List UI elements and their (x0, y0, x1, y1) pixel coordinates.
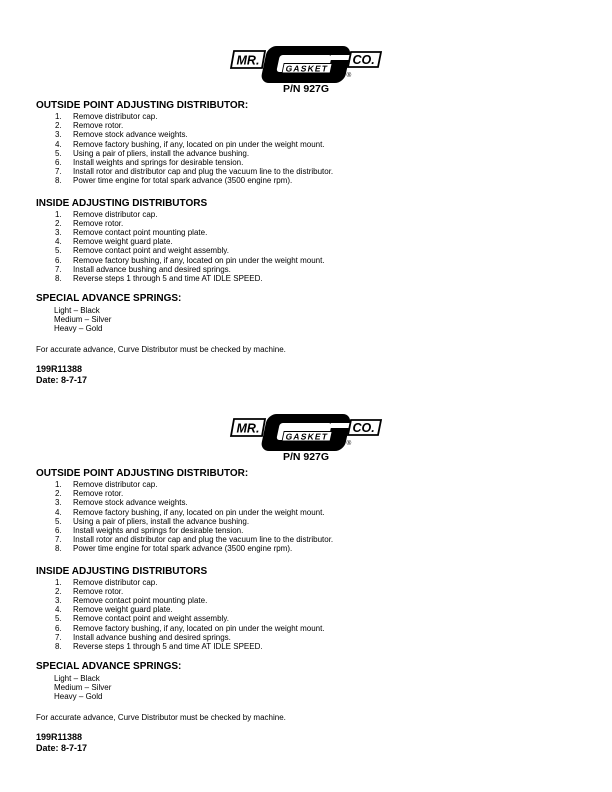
step-number: 6. (55, 623, 62, 633)
step-text: Remove distributor cap. (73, 577, 158, 587)
step-number: 4. (55, 237, 62, 247)
step-item (55, 614, 325, 623)
logo-gasket-text: GASKET (284, 431, 330, 442)
spring-item: Medium – Silver (54, 682, 112, 692)
step-number: 7. (55, 167, 62, 177)
step-number: 8. (55, 641, 62, 651)
step-item (55, 158, 333, 167)
step-item (55, 596, 325, 605)
step-text: Remove distributor cap. (73, 112, 158, 121)
inside-adjusting-steps (55, 578, 325, 652)
step-number: 2. (55, 489, 62, 499)
step-number: 2. (55, 121, 62, 131)
step-text: Reverse steps 1 through 5 and time AT IDLE SPEED. (73, 273, 263, 283)
step-text: Remove factory bushing, if any, located on pin under the weight mount. (73, 255, 325, 265)
step-text: Power time engine for total spark advance (3500 engine rpm). (73, 544, 293, 554)
step-text: Remove rotor. (73, 121, 124, 131)
step-item (55, 489, 333, 498)
mr-gasket-logo (228, 413, 384, 452)
step-number: 3. (55, 130, 62, 140)
advance-springs-list (54, 674, 111, 702)
logo-co-text: CO. (352, 421, 375, 436)
step-number: 3. (55, 227, 62, 237)
step-item (55, 633, 325, 642)
step-number: 1. (55, 209, 62, 219)
part-number: P/N 927G (282, 83, 330, 95)
step-item (55, 176, 333, 185)
document-date: Date: 8-7-17 (36, 742, 88, 753)
section-heading-outside-point: OUTSIDE POINT ADJUSTING DISTRIBUTOR: (36, 100, 249, 111)
step-number: 1. (55, 577, 62, 587)
step-item (55, 256, 325, 265)
step-text: Remove rotor. (73, 489, 124, 499)
step-item (55, 274, 325, 283)
step-item (55, 130, 333, 139)
step-number: 8. (55, 544, 62, 554)
spring-item: Heavy – Gold (54, 691, 103, 701)
step-number: 6. (55, 526, 62, 536)
step-item (55, 587, 325, 596)
step-item (55, 578, 325, 587)
mr-gasket-logo (228, 45, 384, 84)
step-text: Remove contact point and weight assembly. (73, 614, 229, 624)
step-text: Install rotor and distributor cap and plug the vacuum line to the distributor. (73, 535, 334, 545)
logo-g-emblem (260, 46, 357, 83)
step-item (55, 544, 333, 553)
step-item (55, 167, 333, 176)
step-item (55, 535, 333, 544)
section-heading-inside-adjusting: INSIDE ADJUSTING DISTRIBUTORS (36, 198, 208, 209)
step-item (55, 246, 325, 255)
step-number: 3. (55, 595, 62, 605)
step-text: Remove weight guard plate. (73, 237, 173, 247)
step-number: 4. (55, 139, 62, 149)
logo-gasket-text: GASKET (284, 63, 330, 74)
step-text: Power time engine for total spark advance (3500 engine rpm). (73, 176, 293, 186)
step-item (55, 228, 325, 237)
step-item (55, 112, 333, 121)
step-item (55, 210, 325, 219)
step-item (55, 237, 325, 246)
step-number: 8. (55, 176, 62, 186)
step-text: Remove distributor cap. (73, 209, 158, 219)
step-number: 7. (55, 535, 62, 545)
step-text: Remove factory bushing, if any, located on pin under the weight mount. (73, 623, 325, 633)
step-number: 7. (55, 264, 62, 274)
spring-item: Light – Black (54, 673, 100, 683)
step-item (55, 480, 333, 489)
step-item (55, 498, 333, 507)
instruction-sheet (0, 0, 612, 386)
step-text: Install weights and springs for desirable tension. (73, 158, 244, 168)
step-number: 2. (55, 218, 62, 228)
section-heading-advance-springs: SPECIAL ADVANCE SPRINGS: (36, 661, 182, 672)
step-number: 5. (55, 148, 62, 158)
spring-item: Light – Black (54, 305, 100, 315)
step-text: Using a pair of pliers, install the advance bushing. (73, 148, 250, 158)
step-text: Install advance bushing and desired springs. (73, 632, 231, 642)
step-item (55, 508, 333, 517)
step-item (55, 642, 325, 651)
outside-point-steps (55, 480, 333, 554)
step-number: 1. (55, 480, 62, 489)
step-text: Remove factory bushing, if any, located on pin under the weight mount. (73, 139, 325, 149)
step-number: 5. (55, 516, 62, 526)
step-item (55, 149, 333, 158)
step-number: 7. (55, 632, 62, 642)
step-number: 4. (55, 507, 62, 517)
advance-springs-list (54, 306, 111, 334)
spring-item: Heavy – Gold (54, 323, 103, 333)
step-text: Remove weight guard plate. (73, 605, 173, 615)
outside-point-steps (55, 112, 333, 186)
step-number: 2. (55, 586, 62, 596)
logo-mr-text: MR. (236, 421, 260, 436)
document-date: Date: 8-7-17 (36, 374, 88, 385)
step-number: 6. (55, 255, 62, 265)
step-text: Reverse steps 1 through 5 and time AT IDLE SPEED. (73, 641, 263, 651)
step-item (55, 140, 333, 149)
step-text: Install rotor and distributor cap and plug the vacuum line to the distributor. (73, 167, 334, 177)
step-text: Remove stock advance weights. (73, 130, 188, 140)
step-number: 6. (55, 158, 62, 168)
document-number: 199R11388 (36, 731, 83, 742)
step-text: Remove contact point mounting plate. (73, 595, 208, 605)
step-text: Install advance bushing and desired springs. (73, 264, 231, 274)
registered-mark: ® (346, 72, 352, 79)
step-item (55, 517, 333, 526)
step-item (55, 219, 325, 228)
machine-check-note: For accurate advance, Curve Distributor must be checked by machine. (36, 344, 286, 354)
part-number: P/N 927G (282, 451, 330, 463)
section-heading-advance-springs: SPECIAL ADVANCE SPRINGS: (36, 293, 182, 304)
logo-mr-text: MR. (236, 53, 260, 68)
section-heading-outside-point: OUTSIDE POINT ADJUSTING DISTRIBUTOR: (36, 468, 249, 479)
step-item (55, 624, 325, 633)
step-text: Remove contact point mounting plate. (73, 227, 208, 237)
step-number: 1. (55, 112, 62, 121)
step-text: Remove distributor cap. (73, 480, 158, 489)
step-number: 4. (55, 605, 62, 615)
step-item (55, 605, 325, 614)
step-text: Remove contact point and weight assembly. (73, 246, 229, 256)
step-text: Install weights and springs for desirable tension. (73, 526, 244, 536)
step-item (55, 526, 333, 535)
step-number: 5. (55, 246, 62, 256)
step-text: Remove stock advance weights. (73, 498, 188, 508)
step-number: 8. (55, 273, 62, 283)
step-text: Remove rotor. (73, 586, 124, 596)
step-text: Remove factory bushing, if any, located on pin under the weight mount. (73, 507, 325, 517)
inside-adjusting-steps (55, 210, 325, 284)
step-number: 3. (55, 498, 62, 508)
step-text: Remove rotor. (73, 218, 124, 228)
logo-g-emblem (260, 414, 357, 451)
instruction-sheet (0, 368, 612, 754)
step-text: Using a pair of pliers, install the advance bushing. (73, 516, 250, 526)
machine-check-note: For accurate advance, Curve Distributor must be checked by machine. (36, 712, 286, 722)
logo-co-text: CO. (352, 53, 375, 68)
document-number: 199R11388 (36, 363, 83, 374)
step-item (55, 121, 333, 130)
section-heading-inside-adjusting: INSIDE ADJUSTING DISTRIBUTORS (36, 566, 208, 577)
registered-mark: ® (346, 440, 352, 447)
step-number: 5. (55, 614, 62, 624)
spring-item: Medium – Silver (54, 314, 112, 324)
step-item (55, 265, 325, 274)
